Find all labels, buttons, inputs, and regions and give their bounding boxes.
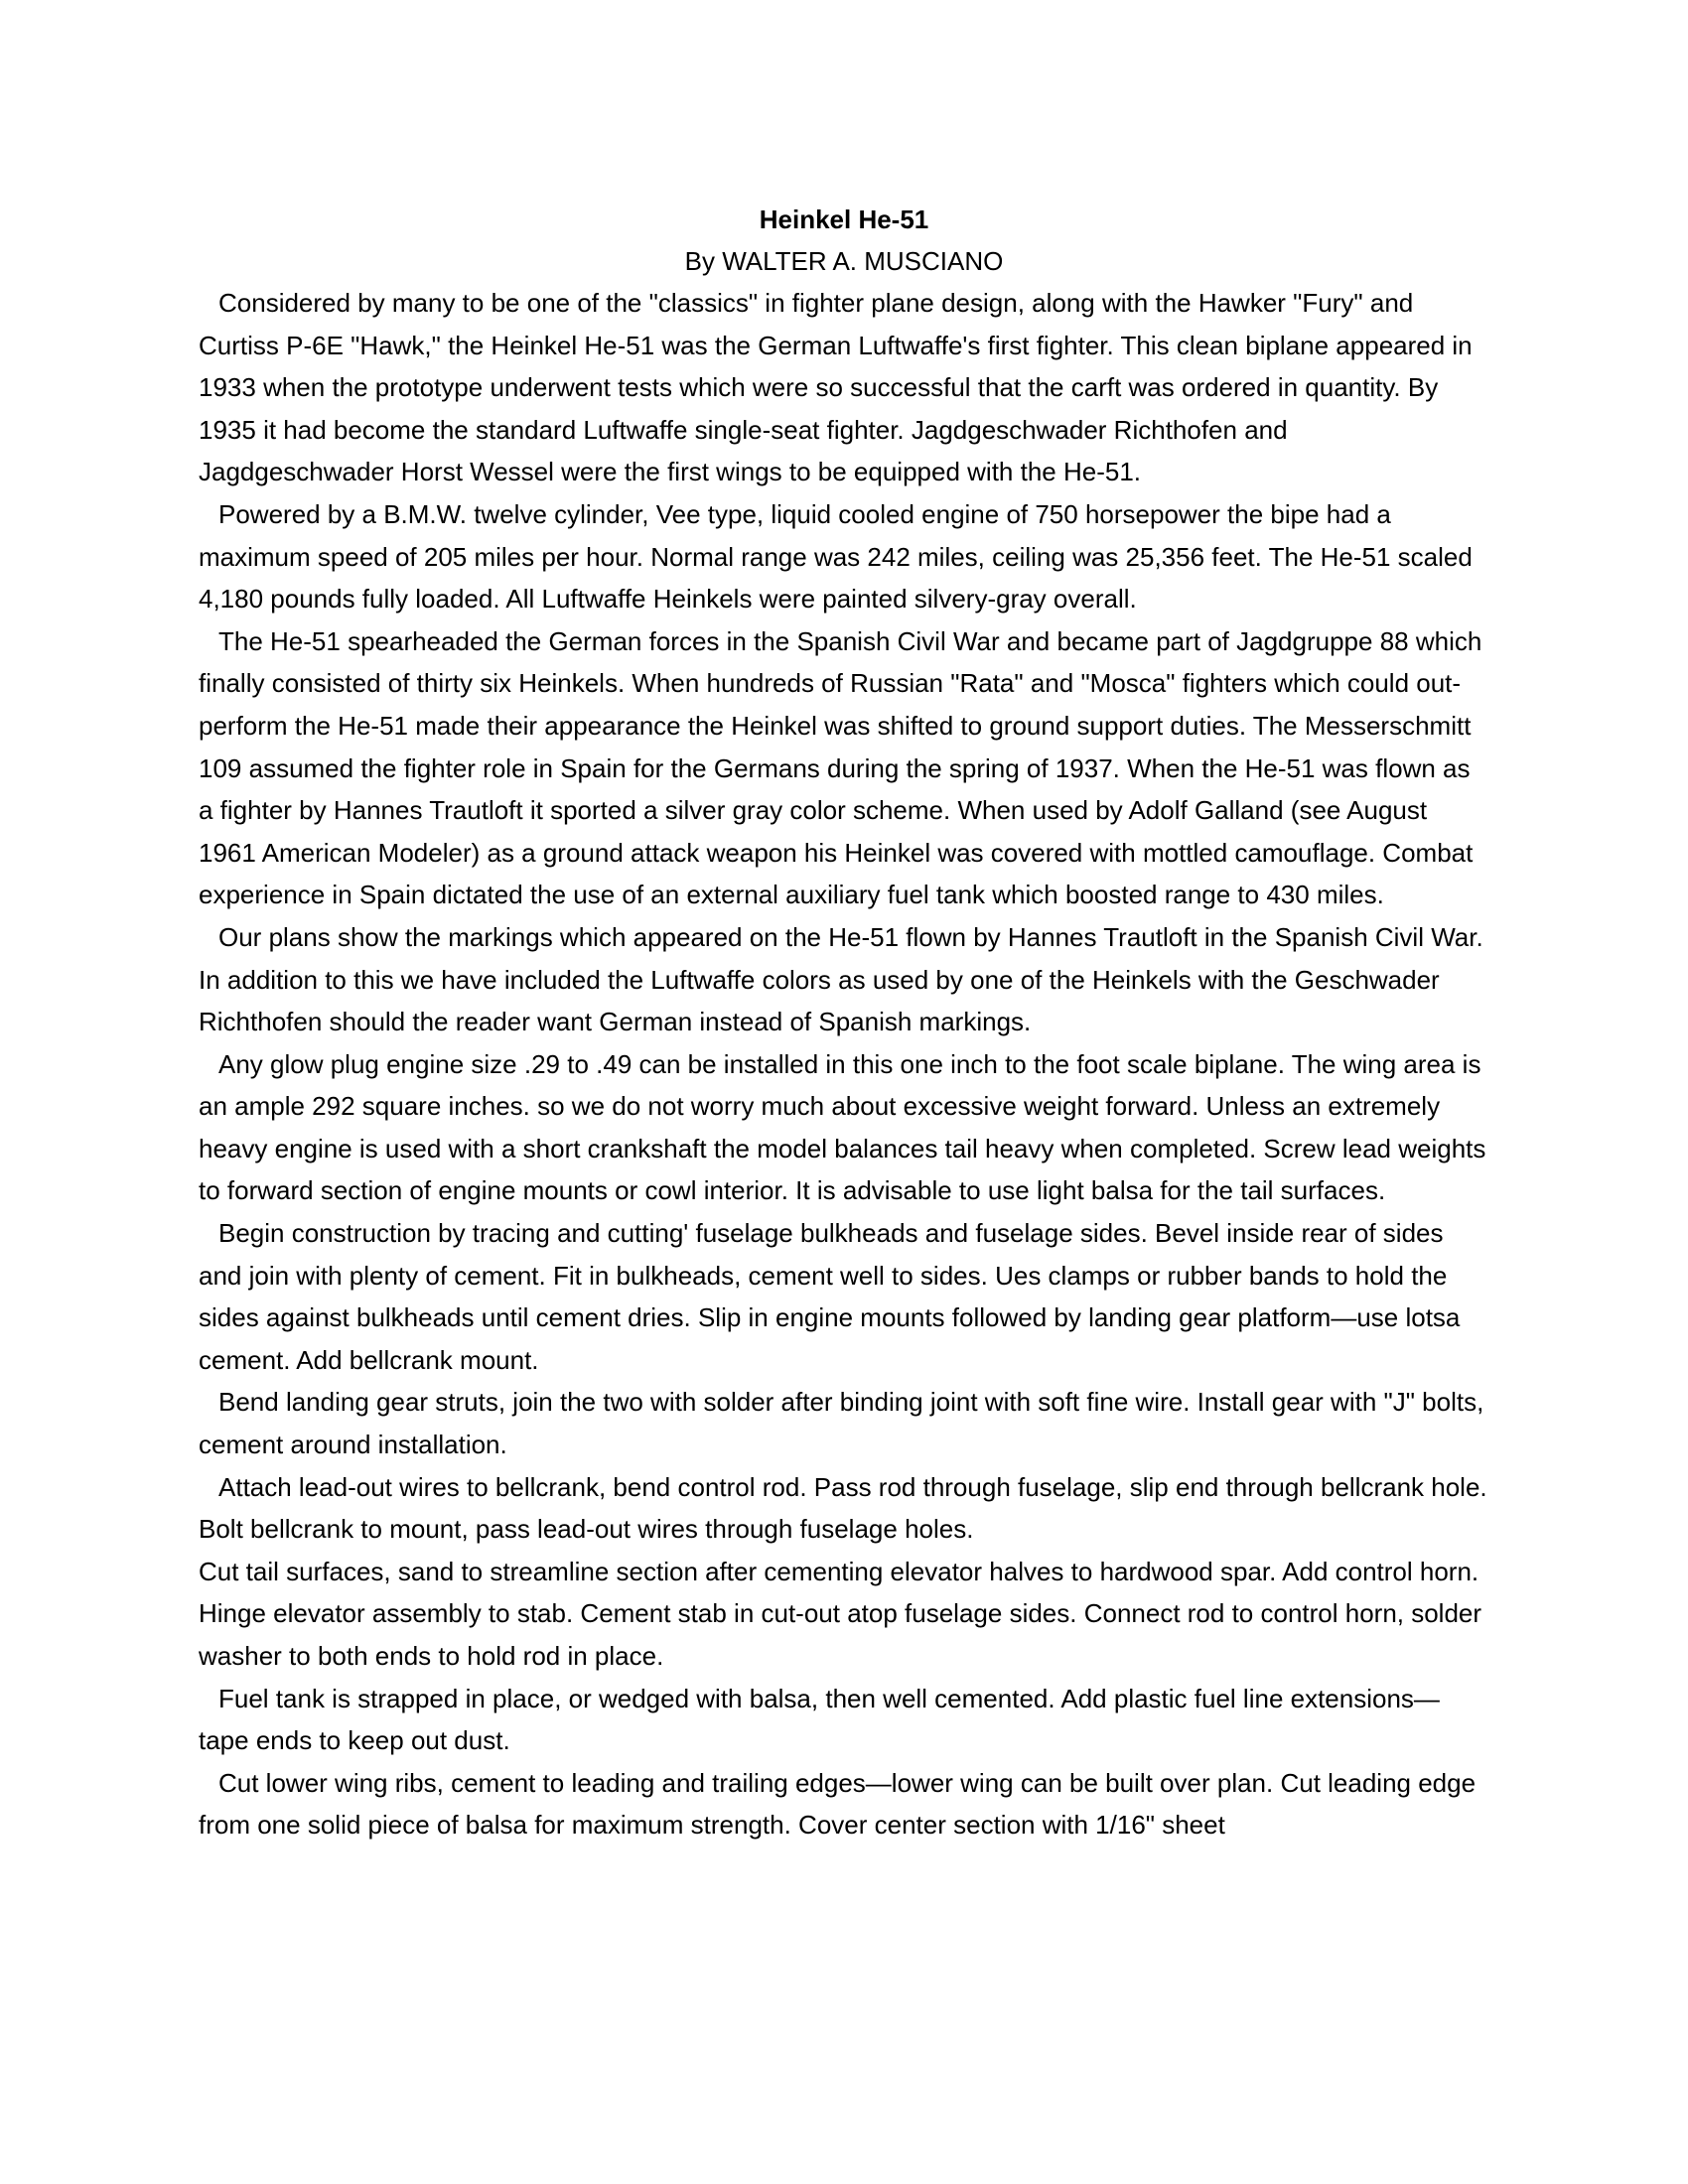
paragraph-10: Fuel tank is strapped in place, or wedged with balsa, then well cemented. Add plastic fuel line extensions—tape ends to keep out dust. (199, 1683, 1440, 1756)
paragraph-6: Begin construction by tracing and cutting' fuselage bulkheads and fuselage sides. Bevel inside rear of sides and join with plenty of cement. Fit in bulkheads, cement well to sides. Ues clamps or rubber bands to hold the sides against bulkheads until cement dries. Slip in engine mounts followed by landing gear platform—use lotsa cement. Add bellcrank mount. (199, 1218, 1461, 1375)
paragraph-3: The He-51 spearheaded the German forces in the Spanish Civil War and became part of Jagdgruppe 88 which finally consisted of thirty six Heinkels. When hundreds of Russian "Rata" and "Mosca" fighters which could out-perform the He-51 made their appearance the Heinkel was shifted to ground support duties. The Messerschmitt 109 assumed the fighter role in Spain for the Germans during the spring of 1937. When the He-51 was flown as a fighter by Hannes Trautloft it sported a silver gray color scheme. When used by Adolf Galland (see August 1961 American Modeler) as a ground attack weapon his Heinkel was covered with mottled camouflage. Combat experience in Spain dictated the use of an external auxiliary fuel tank which boosted range to 430 miles. (199, 625, 1482, 910)
article-byline: By WALTER A. MUSCIANO (684, 246, 1004, 276)
paragraph-8: Attach lead-out wires to bellcrank, bend control rod. Pass rod through fuselage, slip end through bellcrank hole. Bolt bellcrank to mount, pass lead-out wires through fuselage holes. (199, 1471, 1487, 1545)
paragraph-1: Considered by many to be one of the "classics" in fighter plane design, along with the Hawker "Fury" and Curtiss P-6E "Hawk," the Heinkel He-51 was the German Luftwaffe's first fighter. This clean biplane appeared in 1933 when the prototype underwent tests which were so successful that the carft was ordered in quantity. By 1935 it had become the standard Luftwaffe single-seat fighter. Jagdgeschwader Richthofen and Jagdgeschwader Horst Wessel were the first wings to be equipped with the He-51. (199, 288, 1473, 487)
paragraph-2: Powered by a B.M.W. twelve cylinder, Vee type, liquid cooled engine of 750 horsepower the bipe had a maximum speed of 205 miles per hour. Normal range was 242 miles, ceiling was 25,356 feet. The He-51 scaled 4,180 pounds fully loaded. All Luftwaffe Heinkels were painted silvery-gray overall. (199, 498, 1473, 614)
paragraph-7: Bend landing gear struts, join the two with solder after binding joint with soft fine wire. Install gear with "J" bolts, cement around installation. (199, 1387, 1484, 1460)
paragraph-5: Any glow plug engine size .29 to .49 can be installed in this one inch to the foot scale biplane. The wing area is an ample 292 square inches. so we do not worry much about excessive weight forward. Unless an extremely heavy engine is used with a short crankshaft the model balances tail heavy when completed. Screw lead weights to forward section of engine mounts or cowl interior. It is advisable to use light balsa for the tail surfaces. (199, 1048, 1486, 1206)
paragraph-4: Our plans show the markings which appeared on the He-51 flown by Hannes Trautloft in the Spanish Civil War. In addition to this we have included the Luftwaffe colors as used by one of the Heinkels with the Geschwader Richthofen should the reader want German instead of Spanish markings. (199, 921, 1483, 1037)
paragraph-11: Cut lower wing ribs, cement to leading and trailing edges—lower wing can be built over plan. Cut leading edge from one solid piece of balsa for maximum strength. Cover center section with 1/16" sheet (199, 1767, 1477, 1841)
article-title: Heinkel He-51 (759, 205, 929, 234)
paragraph-9: Cut tail surfaces, sand to streamline section after cementing elevator halves to hardwood spar. Add control horn. Hinge elevator assembly to stab. Cement stab in cut-out atop fuselage sides. Connect rod to control horn, solder washer to both ends to hold rod in place. (199, 1556, 1482, 1671)
article-body (199, 199, 1489, 1846)
